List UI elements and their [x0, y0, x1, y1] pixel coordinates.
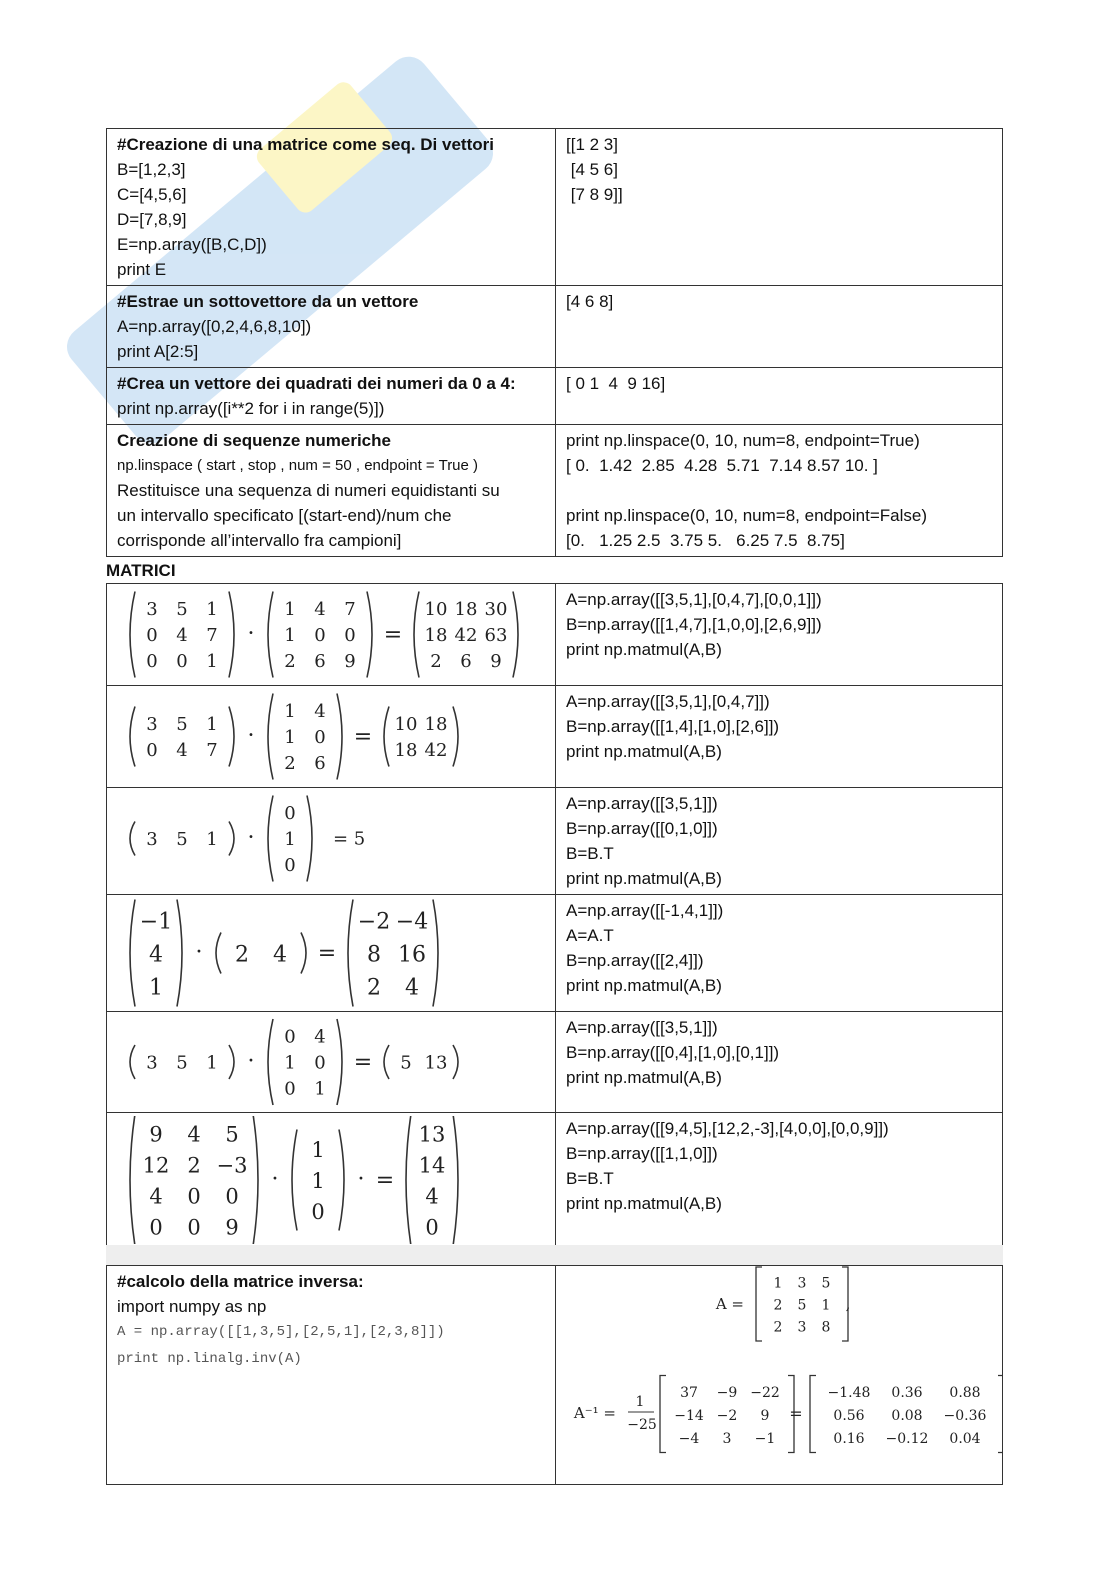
formula-cell: [107, 1113, 556, 1248]
code-line: D=[7,8,9]: [117, 210, 187, 229]
matrix-formula: [117, 898, 527, 1008]
output-line: [0. 1.25 2.5 3.75 5. 6.25 7.5 8.75]: [566, 531, 845, 550]
formula-cell: [107, 686, 556, 788]
matrix-entry: 0: [146, 651, 158, 672]
matrix-entry: 1: [311, 1137, 325, 1162]
equals-result: = 5: [333, 828, 366, 850]
matrix-entry: 1: [284, 599, 296, 620]
code-line: B=np.array([[1,1,0]]): [566, 1144, 718, 1163]
matrix-entry: −1.48: [827, 1384, 871, 1401]
multiply-dot: ·: [247, 825, 255, 851]
table-row: [107, 129, 1003, 286]
vector-examples-table: [106, 128, 1003, 557]
code-line: A=A.T: [566, 926, 614, 945]
matrix-entry: 4: [187, 1122, 201, 1147]
matrix-entry: 1: [284, 727, 296, 748]
matrix-entry: 1: [284, 701, 296, 722]
equals-sign: =: [789, 1404, 803, 1423]
matrix-entry: 18: [424, 714, 448, 735]
matrix-formula: [117, 587, 527, 682]
code-line: import numpy as np: [117, 1297, 267, 1316]
formula-cell: [107, 895, 556, 1012]
paren-left: [268, 694, 273, 780]
code-line: print np.matmul(A,B): [566, 1194, 722, 1213]
matrix-entry: 0: [284, 855, 296, 876]
matrix-entry: 4: [176, 625, 188, 646]
matrix-entry: 1: [284, 625, 296, 646]
matrix-entry: 6: [314, 651, 326, 672]
matrix-entry: 0.08: [891, 1407, 923, 1424]
matrix-entry: 0: [149, 1215, 163, 1240]
paren-right: [433, 900, 438, 1007]
code-line: A=np.array([[3,5,1],[0,4,7]]): [566, 692, 770, 711]
table-row: [107, 686, 1003, 788]
paren-left: [130, 1045, 135, 1079]
section-heading: MATRICI: [106, 561, 176, 580]
matrix-entry: 2: [284, 651, 296, 672]
code-line: print np.matmul(A,B): [566, 869, 722, 888]
matrix-entry: 18: [424, 625, 448, 646]
matrix-entry: 3: [797, 1275, 807, 1292]
matrix-entry: 1: [149, 975, 163, 1001]
right-cell: [556, 1266, 1003, 1485]
matrix-entry: −0.12: [885, 1430, 929, 1447]
inverse-matrix-table: [106, 1265, 1003, 1485]
matrix-entry: −3: [216, 1153, 248, 1178]
paren-right: [229, 707, 234, 767]
paren-right: [301, 933, 306, 974]
matrix-entry: 18: [454, 599, 478, 620]
equals-sign: =: [383, 622, 403, 648]
table-row: [107, 895, 1003, 1012]
paren-right: [337, 694, 342, 780]
function-signature: np.linspace ( start , stop , num = 50 , endpoint = True ): [117, 457, 479, 474]
multiply-dot: ·: [247, 723, 255, 749]
matrix-entry: 9: [344, 651, 356, 672]
description-line: Restituisce una sequenza di numeri equidistanti su: [117, 481, 500, 500]
paren-right: [339, 1130, 344, 1231]
matrix-entry: 3: [146, 599, 158, 620]
paren-left: [216, 933, 221, 974]
code-line: print np.matmul(A,B): [566, 1068, 722, 1087]
matrix-entry: 4: [314, 1026, 326, 1048]
code-line: print A[2:5]: [117, 342, 199, 361]
paren-left: [130, 1116, 135, 1244]
matrix-entry: 0: [425, 1215, 439, 1240]
right-cell: [556, 368, 1003, 425]
matrix-entry: 14: [418, 1153, 446, 1178]
comma: ,: [845, 1295, 851, 1313]
paren-right: [229, 592, 234, 678]
matrix-entry: 0: [311, 1199, 325, 1224]
matrix-entry: 4: [314, 701, 326, 722]
matrix-entry: 4: [176, 740, 188, 761]
code-line: B=np.array([[2,4]]): [566, 951, 704, 970]
matrix-entry: −9: [716, 1384, 738, 1401]
matrix-entry: 1: [284, 829, 296, 850]
table-row: [107, 1266, 1003, 1485]
code-line: B=np.array([[1,4,7],[1,0,0],[2,6,9]]): [566, 615, 822, 634]
row-title: #calcolo della matrice inversa:: [117, 1272, 364, 1291]
matrix-entry: −0.36: [943, 1407, 987, 1424]
code-cell: [556, 1012, 1003, 1113]
matrix-entry: 2: [773, 1297, 783, 1314]
code-line: A=np.array([[3,5,1]]): [566, 1018, 718, 1037]
equals-sign: =: [317, 941, 337, 966]
matrix-entry: 1: [206, 599, 218, 620]
matrix-formula: [117, 689, 527, 784]
matrix-entry: 3: [146, 1052, 158, 1074]
matrix-entry: −2: [357, 909, 391, 935]
matrix-entry: 0: [225, 1184, 239, 1209]
matrix-entry: −1: [139, 909, 173, 935]
matrix-entry: 4: [405, 975, 419, 1001]
matrix-entry: 1: [206, 651, 218, 672]
fraction-denominator: −25: [627, 1417, 657, 1433]
paren-right: [453, 1045, 458, 1079]
matrix-entry: 9: [149, 1122, 163, 1147]
left-cell: [107, 286, 556, 368]
code-line: E=np.array([B,C,D]): [117, 235, 267, 254]
table-row: [107, 1012, 1003, 1113]
bracket-left: [810, 1376, 816, 1453]
matrix-entry: 37: [680, 1384, 698, 1401]
paren-right: [307, 796, 312, 882]
formula-cell: [107, 1012, 556, 1113]
matrix-entry: 4: [314, 599, 326, 620]
paren-right: [453, 707, 458, 767]
paren-left: [268, 592, 273, 678]
left-cell: [107, 425, 556, 557]
code-line: B=np.array([[1,4],[1,0],[2,6]]): [566, 717, 780, 736]
paren-left: [292, 1130, 297, 1231]
output-line: [4 6 8]: [566, 292, 614, 311]
code-line: A=np.array([[3,5,1],[0,4,7],[0,0,1]]): [566, 590, 822, 609]
matrix-entry: 5: [400, 1052, 412, 1074]
code-line: print np.matmul(A,B): [566, 640, 722, 659]
matrix-entry: 1: [821, 1297, 831, 1314]
bracket-left: [660, 1376, 666, 1453]
matrix-entry: 1: [314, 1078, 326, 1100]
paren-left: [130, 592, 135, 678]
fraction-numerator: 1: [635, 1394, 645, 1410]
output-line: [[1 2 3]: [566, 135, 618, 154]
matrix-entry: 30: [484, 599, 508, 620]
matrix-entry: 13: [418, 1122, 446, 1147]
matrix-entry: 10: [424, 599, 448, 620]
matrix-entry: 5: [821, 1275, 831, 1292]
output-line: [4 5 6]: [566, 160, 618, 179]
paren-left: [414, 592, 419, 678]
inverse-formula: [556, 1266, 1002, 1478]
multiply-dot: ·: [357, 1167, 365, 1192]
matrix-entry: 7: [206, 740, 218, 761]
matrix-entry: 5: [176, 1052, 188, 1074]
formula-cell: [107, 788, 556, 895]
matrix-entry: 6: [314, 753, 326, 774]
paren-right: [453, 1116, 458, 1244]
matrix-entry: 1: [206, 714, 218, 735]
matrix-entry: 3: [146, 714, 158, 735]
paren-right: [253, 1116, 258, 1244]
matrix-entry: 9: [225, 1215, 239, 1240]
matrix-entry: 63: [484, 625, 508, 646]
matrix-entry: 10: [394, 714, 418, 735]
matrix-entry: 2: [367, 975, 381, 1001]
code-cell: [556, 1113, 1003, 1248]
matrix-entry: 1: [284, 1052, 296, 1074]
code-line: A=np.array([[9,4,5],[12,2,-3],[4,0,0],[0,0,9]]): [566, 1119, 889, 1138]
equals-sign: =: [375, 1168, 395, 1193]
matrix-formula: [117, 1116, 527, 1244]
paren-left: [268, 1019, 273, 1105]
paren-right: [229, 1045, 234, 1079]
table-row: [107, 368, 1003, 425]
row-title: #Creazione di una matrice come seq. Di vettori: [117, 135, 494, 154]
right-cell: [556, 286, 1003, 368]
matrix-entry: 1: [206, 1052, 218, 1074]
matrix-entry: 0.56: [833, 1407, 865, 1424]
matrix-entry: 3: [722, 1430, 732, 1447]
matrix-entry: 5: [176, 599, 188, 620]
multiply-dot: ·: [271, 1167, 279, 1192]
code-line: B=B.T: [566, 844, 614, 863]
matrix-entry: 5: [797, 1297, 807, 1314]
matrix-entry: 16: [398, 942, 426, 968]
paren-right: [229, 822, 234, 856]
matrix-entry: 7: [344, 599, 356, 620]
paren-left: [130, 822, 135, 856]
code-cell: [556, 584, 1003, 686]
row-title: Creazione di sequenze numeriche: [117, 431, 391, 450]
output-line: [ 0. 1.42 2.85 4.28 5.71 7.14 8.57 10. ]: [566, 456, 878, 475]
matrix-entry: 0.88: [949, 1384, 981, 1401]
matrix-entry: 2: [773, 1319, 783, 1336]
paren-right: [513, 592, 518, 678]
matrix-entry: 0.04: [949, 1430, 981, 1447]
table-row: [107, 788, 1003, 895]
matrix-entry: 2: [284, 753, 296, 774]
multiply-dot: ·: [247, 621, 255, 647]
matrix-entry: 13: [424, 1052, 448, 1074]
matrix-entry: 5: [225, 1122, 239, 1147]
code-line: print np.linalg.inv(A): [117, 1351, 302, 1367]
matrix-entry: 42: [454, 625, 478, 646]
right-cell: [556, 425, 1003, 557]
code-line: print np.matmul(A,B): [566, 976, 722, 995]
matrix-entry: 0: [187, 1215, 201, 1240]
code-line: print E: [117, 260, 167, 279]
paren-left: [406, 1116, 411, 1244]
matrix-entry: 1: [311, 1168, 325, 1193]
matrix-formula: [117, 791, 527, 886]
matrix-entry: 9: [760, 1407, 770, 1424]
equals-sign: =: [353, 1050, 373, 1075]
code-line: A = np.array([[1,3,5],[2,5,1],[2,3,8]]): [117, 1324, 445, 1340]
code-cell: [556, 686, 1003, 788]
matrix-entry: −2: [716, 1407, 738, 1424]
code-line: A=np.array([0,2,4,6,8,10]): [117, 317, 312, 336]
matrix-entry: 4: [425, 1184, 439, 1209]
divider-bar: [106, 1245, 1003, 1265]
matrix-entry: −1: [754, 1430, 776, 1447]
paren-left: [384, 707, 389, 767]
matrix-formula: [117, 1015, 527, 1109]
equals-sign: =: [353, 724, 373, 750]
paren-right: [337, 1019, 342, 1105]
code-line: B=B.T: [566, 1169, 614, 1188]
code-line: print np.linspace(0, 10, num=8, endpoint=True): [566, 431, 920, 450]
matrix-label: A =: [715, 1295, 744, 1313]
matrix-entry: 0: [284, 803, 296, 824]
paren-left: [130, 900, 135, 1007]
matrix-entry: 2: [235, 942, 249, 968]
left-cell: [107, 129, 556, 286]
code-line: print np.linspace(0, 10, num=8, endpoint=False): [566, 506, 928, 525]
matrix-entry: −4: [395, 909, 429, 935]
code-cell: [556, 895, 1003, 1012]
matrix-entry: 18: [394, 740, 418, 761]
matrix-entry: 5: [176, 829, 188, 850]
matrix-entry: 3: [146, 829, 158, 850]
matrix-entry: 42: [424, 740, 448, 761]
table-row: [107, 286, 1003, 368]
matrix-entry: 3: [797, 1319, 807, 1336]
matrix-entry: 4: [149, 942, 163, 968]
matrix-entry: 12: [142, 1153, 170, 1178]
code-cell: [556, 788, 1003, 895]
matrix-entry: 0: [314, 1052, 326, 1074]
matrix-entry: 2: [187, 1153, 201, 1178]
right-cell: [556, 129, 1003, 286]
matrix-entry: 0: [187, 1184, 201, 1209]
paren-right: [177, 900, 182, 1007]
code-line: C=[4,5,6]: [117, 185, 187, 204]
matrix-entry: 0: [176, 651, 188, 672]
code-line: A=np.array([[3,5,1]]): [566, 794, 718, 813]
row-title: #Estrae un sottovettore da un vettore: [117, 292, 419, 311]
matrix-entry: 1: [206, 829, 218, 850]
matrix-entry: 0: [344, 625, 356, 646]
matrix-entry: 0: [284, 1078, 296, 1100]
matrix-entry: 8: [821, 1319, 831, 1336]
bracket-right: [998, 1376, 1002, 1453]
paren-left: [384, 1045, 389, 1079]
multiply-dot: ·: [247, 1049, 255, 1074]
left-cell: [107, 368, 556, 425]
matrix-entry: 0: [314, 727, 326, 748]
paren-left: [130, 707, 135, 767]
matrix-entry: 4: [149, 1184, 163, 1209]
table-row: [107, 584, 1003, 686]
left-cell: [107, 1266, 556, 1485]
code-line: B=np.array([[0,4],[1,0],[0,1]]): [566, 1043, 780, 1062]
code-line: B=np.array([[0,1,0]]): [566, 819, 718, 838]
paren-left: [268, 796, 273, 882]
matrix-entry: 0: [146, 625, 158, 646]
matrix-entry: −14: [674, 1407, 704, 1424]
paren-right: [367, 592, 372, 678]
matrix-entry: 0: [284, 1026, 296, 1048]
bracket-left: [756, 1267, 762, 1341]
matrix-entry: 6: [460, 651, 472, 672]
formula-cell: [107, 584, 556, 686]
matrix-entry: 4: [273, 942, 287, 968]
matrix-entry: −4: [678, 1430, 700, 1447]
code-line: print np.matmul(A,B): [566, 742, 722, 761]
matrix-entry: 0: [146, 740, 158, 761]
matrix-label: A⁻¹ =: [573, 1404, 616, 1422]
matrix-entry: 7: [206, 625, 218, 646]
row-title: #Crea un vettore dei quadrati dei numeri da 0 a 4:: [117, 374, 516, 393]
matrix-entry: 2: [430, 651, 442, 672]
matrix-entry: 9: [490, 651, 502, 672]
output-line: [ 0 1 4 9 16]: [566, 374, 666, 393]
matrix-entry: −22: [750, 1384, 780, 1401]
output-line: [7 8 9]]: [566, 185, 623, 204]
description-line: corrisponde all’intervallo fra campioni]: [117, 531, 402, 550]
code-line: A=np.array([[-1,4,1]]): [566, 901, 724, 920]
description-line: un intervallo specificato [(start-end)/num che: [117, 506, 452, 525]
matrix-entry: 0: [314, 625, 326, 646]
matmul-examples-table: [106, 583, 1003, 1248]
table-row: [107, 1113, 1003, 1248]
matrix-entry: 0.16: [833, 1430, 865, 1447]
matrix-entry: 8: [367, 942, 381, 968]
code-line: B=[1,2,3]: [117, 160, 186, 179]
multiply-dot: ·: [195, 940, 203, 965]
table-row: [107, 425, 1003, 557]
matrix-entry: 0.36: [891, 1384, 923, 1401]
code-line: print np.array([i**2 for i in range(5)]): [117, 399, 385, 418]
matrix-entry: 1: [773, 1275, 783, 1292]
paren-left: [348, 900, 353, 1007]
matrix-entry: 5: [176, 714, 188, 735]
